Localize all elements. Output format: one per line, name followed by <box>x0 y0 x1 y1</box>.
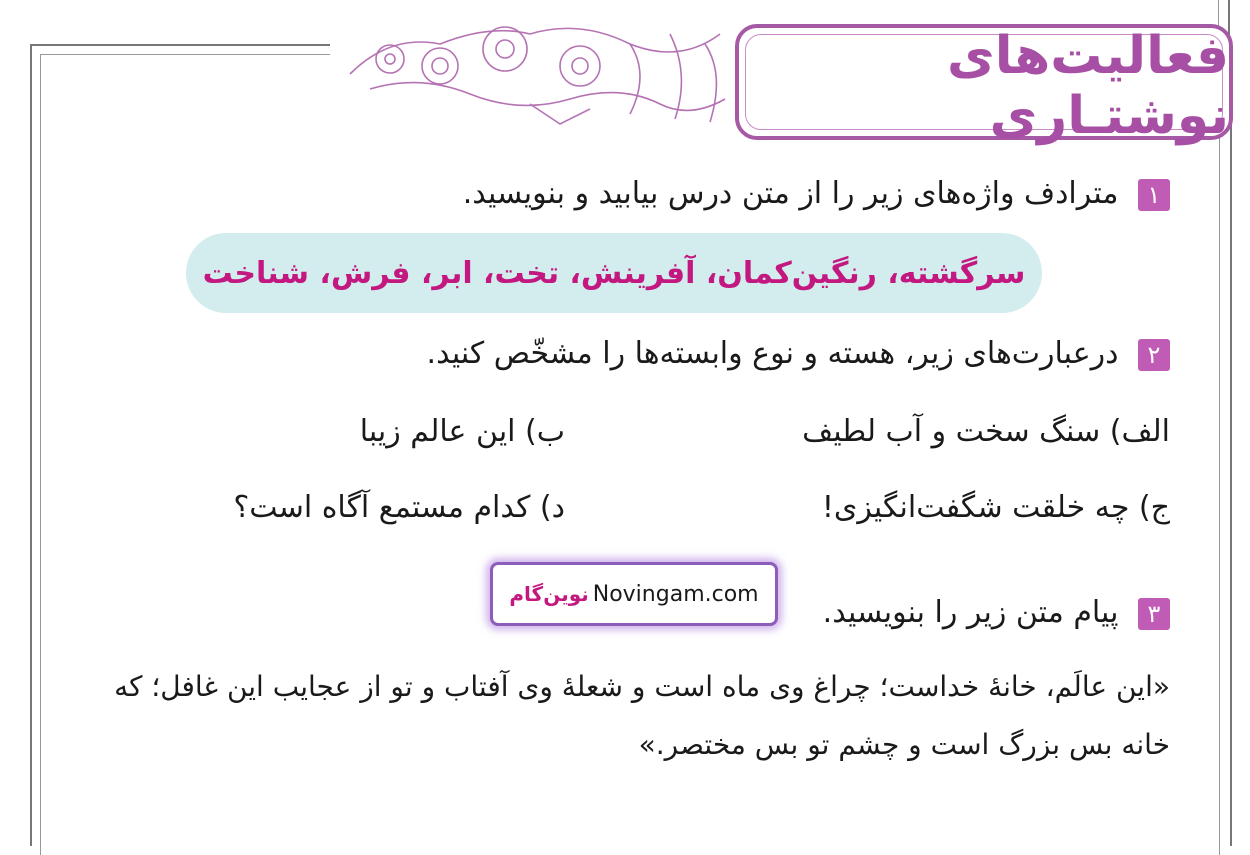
question-3 <box>823 595 1170 630</box>
section-title: فعالیت‌های نوشتـاری <box>947 26 1229 146</box>
question-2 <box>427 336 1170 371</box>
passage-line-2: خانه بس بزرگ است و چشم تو بس مختصر.» <box>638 728 1170 761</box>
question-2-text: درعبارت‌های زیر، هسته و نوع وابسته‌ها را مشخّص کنید. <box>426 336 1119 371</box>
watermark-en: Novingam.com <box>592 581 759 607</box>
watermark-fa: نوین‌گام <box>509 582 589 606</box>
question-3-number: ۳ <box>1138 598 1170 630</box>
section-title-box <box>735 24 1233 146</box>
question-1-number: ۱ <box>1138 179 1170 211</box>
passage-line-1: «این عالَم، خانۀ خداست؛ چراغ وی ماه است و شعلۀ وی آفتاب و تو از عجایب این غافل؛ که <box>114 670 1170 703</box>
item-d: د) کدام مستمع آگاه است؟ <box>233 490 565 525</box>
synonym-words-box <box>186 233 1042 313</box>
question-2-number: ۲ <box>1138 339 1170 371</box>
item-c: ج) چه خلقت شگفت‌انگیزی! <box>821 490 1170 525</box>
question-3-text: پیام متن زیر را بنویسید. <box>822 595 1119 630</box>
question-1-text: مترادف واژه‌های زیر را از متن درس بیابید و بنویسید. <box>462 176 1119 211</box>
item-b: ب) این عالم زیبا <box>359 414 565 449</box>
item-a: الف) سنگ سخت و آب لطیف <box>802 414 1170 449</box>
question-1 <box>463 176 1170 211</box>
floral-ornament <box>330 4 750 134</box>
watermark-logo <box>490 562 778 626</box>
synonym-words: سرگشته، رنگین‌کمان، آفرینش، تخت، ابر، فرش، شناخت <box>202 255 1026 291</box>
